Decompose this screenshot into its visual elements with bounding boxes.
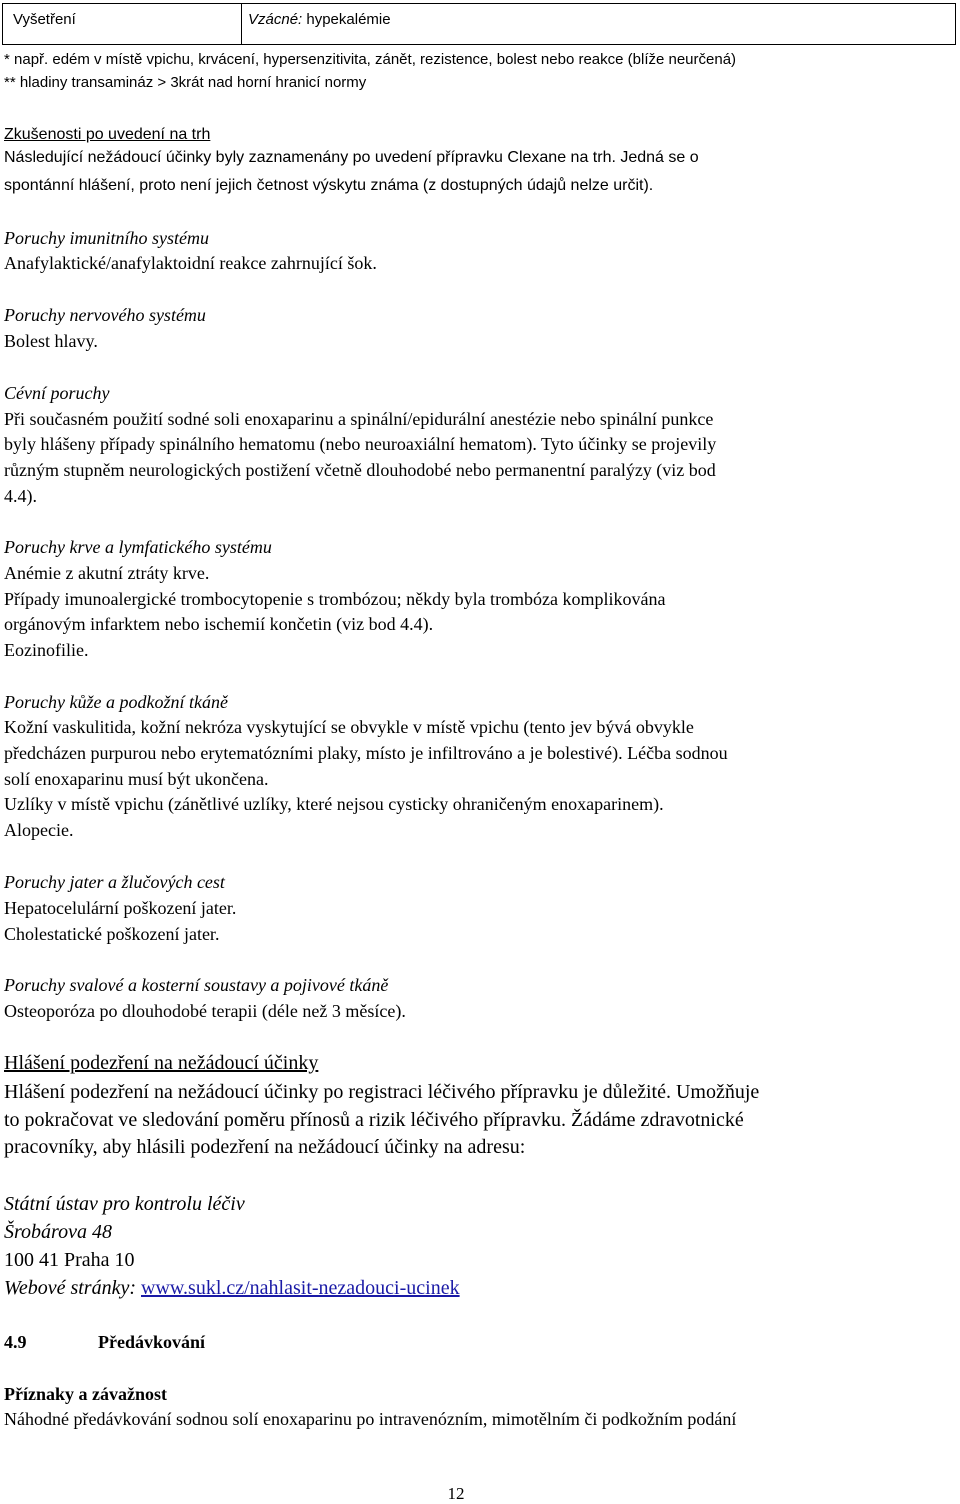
- section-line: Hepatocelulární poškození jater.: [4, 898, 237, 918]
- postmarketing-line-1: Následující nežádoucí účinky byly zaznamenány po uvedení přípravku Clexane na trh. Jedná se o: [4, 149, 699, 166]
- section-line: byly hlášeny případy spinálního hematomu (nebo neuroaxiální hematom). Tyto účinky se projevily: [4, 434, 717, 454]
- reporting-line-3: pracovníky, aby hlásili podezření na nežádoucí účinky na adresu:: [4, 1136, 526, 1158]
- section-line: Anémie z akutní ztráty krve.: [4, 563, 210, 583]
- table-row: [2, 3, 956, 45]
- address-city: 100 41 Praha 10: [4, 1249, 135, 1271]
- section-line: orgánovým infarktem nebo ischemií končetin (viz bod 4.4).: [4, 614, 434, 634]
- section-title-nervous: Poruchy nervového systému: [4, 305, 206, 325]
- section-title-musculoskeletal: Poruchy svalové a kosterní soustavy a pojivové tkáně: [4, 975, 389, 995]
- section-line: předcházen purpurou nebo erytematózními plaky, místo je infiltrováno a je bolestivé). Léčba sodnou: [4, 743, 728, 763]
- frequency-value: hypekalémie: [302, 11, 391, 28]
- frequency-label: Vzácné:: [248, 11, 303, 28]
- table-divider: [241, 4, 242, 44]
- section-line: 4.4).: [4, 486, 37, 506]
- section-line: Bolest hlavy.: [4, 331, 98, 351]
- section-title-blood: Poruchy krve a lymfatického systému: [4, 537, 272, 557]
- page-number: 12: [447, 1484, 465, 1503]
- address-web: [4, 1277, 460, 1300]
- reporting-heading: Hlášení podezření na nežádoucí účinky: [4, 1052, 319, 1074]
- section-title-skin: Poruchy kůže a podkožní tkáně: [4, 692, 228, 712]
- reporting-line-2: to pokračovat ve sledování poměru přínosů a rizik léčivého přípravku. Žádáme zdravotnické: [4, 1109, 744, 1131]
- section-title-liver: Poruchy jater a žlučových cest: [4, 872, 225, 892]
- section-line: Případy imunoalergické trombocytopenie s trombózou; někdy byla trombóza komplikována: [4, 589, 666, 609]
- web-label: Webové stránky:: [4, 1277, 136, 1299]
- web-link[interactable]: www.sukl.cz/nahlasit-nezadouci-ucinek: [141, 1277, 460, 1299]
- section-line: různým stupněm neurologických postižení včetně dlouhodobé nebo permanentní paralýzy (viz bod: [4, 460, 716, 480]
- section-heading-overdose: Předávkování: [98, 1332, 206, 1352]
- section-title-immune: Poruchy imunitního systému: [4, 228, 209, 248]
- subheading-symptoms: Příznaky a závažnost: [4, 1384, 167, 1404]
- section-line: Uzlíky v místě vpichu (zánětlivé uzlíky, které nejsou cysticky ohraničeným enoxaparinem).: [4, 794, 664, 814]
- address-name: Státní ústav pro kontrolu léčiv: [4, 1193, 245, 1215]
- table-cell-frequency: [248, 11, 391, 28]
- table-cell-investigation: Vyšetření: [13, 11, 76, 28]
- section-line: Eozinofilie.: [4, 640, 89, 660]
- address-street: Šrobárova 48: [4, 1221, 112, 1243]
- reporting-line-1: Hlášení podezření na nežádoucí účinky po registraci léčivého přípravku je důležité. Umožňuje: [4, 1081, 760, 1103]
- section-line: Cholestatické poškození jater.: [4, 924, 220, 944]
- footnote-2: ** hladiny transamináz > 3krát nad horní hranicí normy: [4, 74, 367, 91]
- section-title-vascular: Cévní poruchy: [4, 383, 110, 403]
- overdose-line: Náhodné předávkování sodnou solí enoxaparinu po intravenózním, mimotělním či podkožním podání: [4, 1409, 737, 1429]
- section-line: solí enoxaparinu musí být ukončena.: [4, 769, 269, 789]
- postmarketing-line-2: spontánní hlášení, proto není jejich četnost výskytu známa (z dostupných údajů nelze určit).: [4, 177, 654, 194]
- section-line: Anafylaktické/anafylaktoidní reakce zahrnující šok.: [4, 253, 377, 273]
- postmarketing-heading: Zkušenosti po uvedení na trh: [4, 126, 211, 143]
- section-line: Kožní vaskulitida, kožní nekróza vyskytující se obvykle v místě vpichu (tento jev bývá obvykle: [4, 717, 694, 737]
- section-line: Alopecie.: [4, 820, 74, 840]
- footnote-1: * např. edém v místě vpichu, krvácení, hypersenzitivita, zánět, rezistence, bolest nebo reakce (blíže neurčená): [4, 51, 737, 68]
- section-line: Osteoporóza po dlouhodobé terapii (déle než 3 měsíce).: [4, 1001, 406, 1021]
- section-number: 4.9: [4, 1332, 27, 1352]
- section-line: Při současném použití sodné soli enoxaparinu a spinální/epidurální anestézie nebo spinální punkce: [4, 409, 714, 429]
